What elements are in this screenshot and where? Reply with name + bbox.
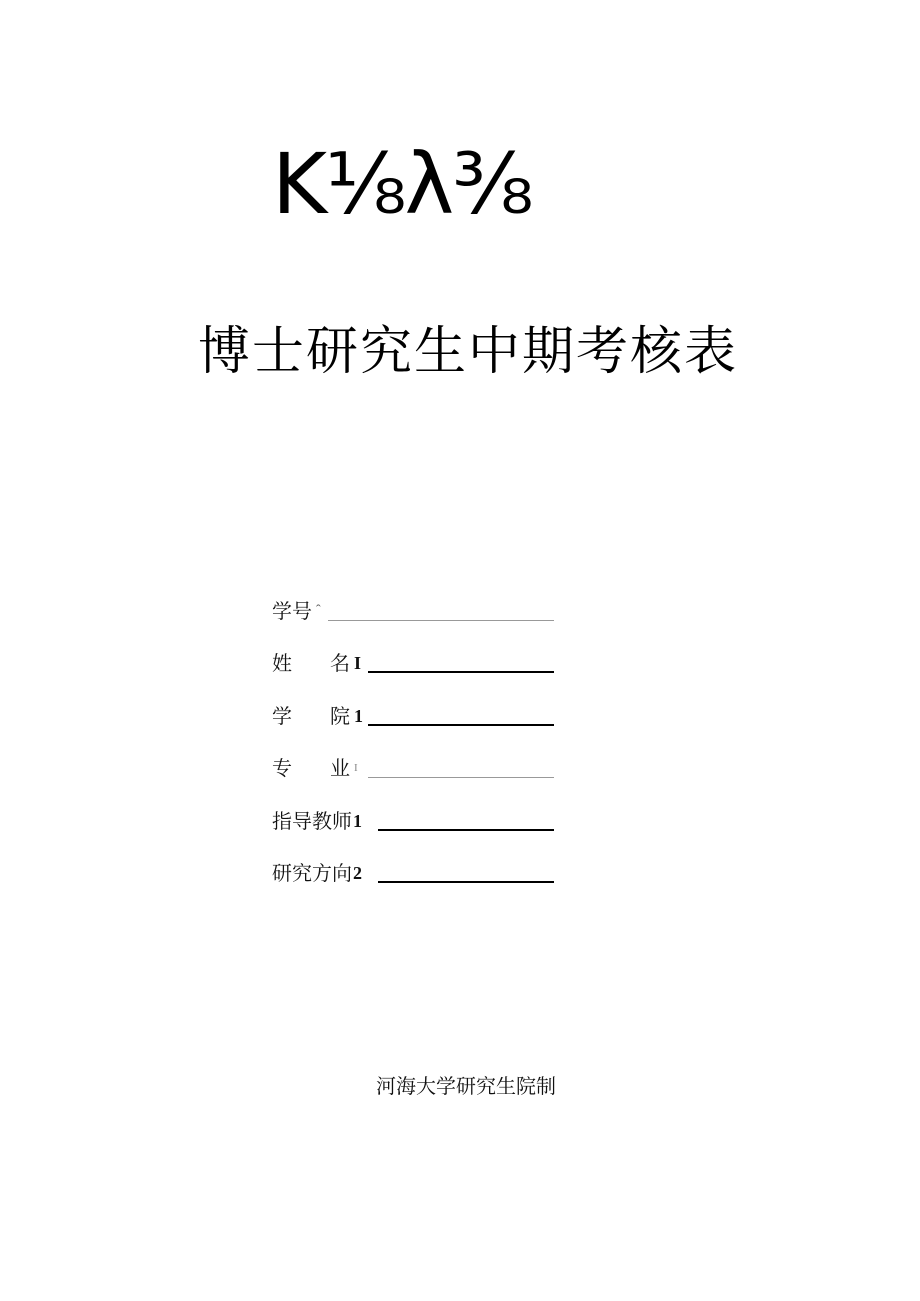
issuer-footer (0, 1070, 920, 1099)
field-label-name-char-2: 名 (330, 651, 350, 675)
field-label-major-char-2: 业 (330, 756, 350, 780)
field-label-major-char-1: 专 (272, 756, 292, 780)
field-major (272, 730, 554, 783)
field-school (272, 677, 554, 730)
field-sep-student-id: ˆ (316, 602, 321, 618)
field-line-name[interactable] (368, 671, 554, 673)
field-student-id (272, 572, 554, 625)
field-label-major (272, 754, 350, 782)
field-sep-supervisor: 1 (353, 810, 362, 831)
field-label-name (272, 649, 350, 677)
field-supervisor (272, 782, 554, 835)
field-label-school-char-2: 院 (330, 703, 350, 728)
field-research-direction (272, 835, 554, 888)
field-sep-major: I (354, 762, 358, 774)
field-label-research-direction: 研究方向 (272, 861, 352, 885)
field-sep-school: 1 (354, 705, 363, 726)
field-label-student-id: 学号 (272, 598, 312, 623)
issuer-text: 河海大学研究生院制 (376, 1074, 556, 1098)
page-title: 博士研究生中期考核表 (198, 322, 739, 382)
field-label-name-char-1: 姓 (272, 651, 292, 675)
field-line-major[interactable] (368, 777, 554, 778)
field-label-school (272, 702, 350, 730)
field-label-supervisor: 指导教师 (272, 808, 352, 833)
info-fields (272, 572, 554, 887)
logo-text: K⅛λ⅜ (272, 135, 532, 233)
field-line-supervisor[interactable] (378, 829, 554, 831)
field-line-student-id[interactable] (328, 620, 554, 621)
field-line-research-direction[interactable] (378, 881, 554, 883)
field-sep-research-direction: 2 (353, 863, 362, 883)
field-line-school[interactable] (368, 724, 554, 726)
field-sep-name: I (354, 653, 362, 673)
field-name (272, 625, 554, 678)
field-label-school-char-1: 学 (272, 703, 292, 728)
